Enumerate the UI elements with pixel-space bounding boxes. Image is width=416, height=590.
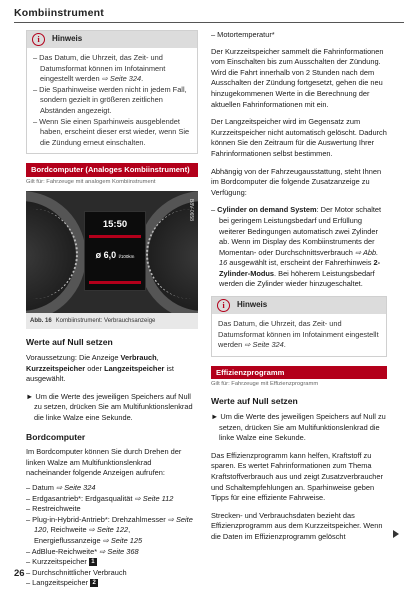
list-item-text: – Plug-in-Hybrid-Antrieb*: Drehzahlmesser [26,514,168,524]
paragraph-bordcomputer-intro: Im Bordcomputer können Sie durch Drehen der linken Walze am Multifunktionslenkrad nacheinander folgende Anzeigen aufrufen: [26,447,182,478]
hinweis-box [211,296,387,357]
heading-werte-auf-null: Werte auf Null setzen [26,337,113,348]
list-item-text: – Erdgasantrieb*: Erdgasqualität [26,493,135,503]
paragraph-kurzzeitspeicher: Der Kurzzeitspeicher sammelt die Fahrinformationen vom Einschalten bis zum Ausschalten der Zündung. Wird die Fahrt innerhalb von 2 Stunden nach dem Ausschalten der Zündung fortgesetzt, gehen die neu hinzugekommenen Werte in die Berechnung der aktuellen Fahrinformationen mit ein. [211,46,384,109]
hinweis-header [27,31,197,48]
text: . Bei höherem Leistungsbedarf werden die Zylinder wieder hinzugeschaltet. [219,268,375,289]
text: oder [85,363,105,373]
list-item-text: , Reichweite [46,525,89,535]
figure-code: B8V-0658 [188,198,194,221]
continue-arrow-icon [393,530,399,538]
list-item-text: , Energieflussanzeige [34,525,131,545]
list-item [26,557,198,568]
page-header [0,0,416,30]
reference-number-badge: 2 [90,579,98,587]
page-reference-link[interactable]: ⇨ Seite 324 [56,482,96,492]
text-bold: Kurzzeitspeicher [26,363,86,373]
paragraph-langzeitspeicher: Der Langzeitspeicher wird im Gegensatz zum Kurzzeitspeicher nicht automatisch gelöscht. Dadurch können Sie den Zeitraum für die Auswertung Ihrer Fahrinformationen selbst bestimmen. [211,117,387,158]
page-reference-link[interactable]: ⇨ Seite 368 [99,546,139,556]
text: ausgewählt ist, erscheint der Fahrerhinweis [227,258,374,268]
applicability-note: Gilt für: Fahrzeuge mit analogem Kombiinstrument [26,178,156,185]
hinweis-item-text: – Das Datum, die Uhrzeit, das Zeit- und Datumsformat können im Infotainment eingestellt werden [33,53,166,84]
paragraph-effizienz-daten: Strecken- und Verbrauchsdaten bezieht das Effizienzprogramm aus dem Kurzzeitspeicher. Wenn die Daten im Effizienzprogramm gelöscht [211,510,383,541]
instruction-step: ► Um die Werte des jeweiligen Speichers auf Null zu setzen, drücken Sie am Multifunktionslenkrad die linke Walze eine Sekunde. [26,391,193,422]
text: , [156,353,159,363]
display-separator [89,281,141,284]
text-bold: Langzeitspeicher [104,363,165,373]
list-item-motortemperatur: – Motortemperatur* [211,30,275,39]
text: ist ausgewählt. [26,363,174,384]
display-time: 15:50 [102,218,128,230]
list-item-text: – Langzeitspeicher [26,578,91,588]
consumption-value: ø 6,0 [95,249,117,260]
hinweis-item [33,53,191,85]
hinweis-item: – Wenn Sie einen Sparhinweis ausgeblendet haben, erscheint dieser erst wieder, wenn Sie die Zündung erneut einschalten. [33,116,190,147]
hinweis-item-end: . [141,74,144,84]
paragraph-zusatzanzeige: Abhängig von der Fahrzeugausstattung, steht Ihnen im Bordcomputer die folgende Zusatzanzeige zu Verfügung: [211,166,382,197]
hinweis-body [212,314,386,356]
caption-label: Abb. 16 [30,317,52,324]
instrument-cluster-figure [26,191,198,313]
hinweis-title: Hinweis [237,300,268,310]
paragraph-voraussetzung [26,353,198,385]
display-list [26,483,198,589]
caption-text: Kombiinstrument: Verbrauchsanzeige [55,317,156,324]
list-item [26,578,198,589]
section-title-bordcomputer: Bordcomputer (Analoges Kombiinstrument) [26,163,198,177]
header-rule [14,22,404,23]
info-icon: i [217,299,230,312]
heading-bordcomputer: Bordcomputer [26,431,86,442]
hinweis-header [212,297,386,314]
page-reference-link[interactable]: ⇨ Seite 324 [244,340,284,350]
heading-werte-auf-null: Werte auf Null setzen [211,396,298,407]
reference-number-badge: 1 [89,558,97,566]
display-consumption [85,250,145,263]
left-column [26,30,198,589]
list-item [26,547,198,558]
info-icon: i [32,33,45,46]
paragraph-effizienz-intro: Das Effizienzprogramm kann helfen, Kraftstoff zu sparen. Es wertet Fahrinformationen zum Thema Kraftstoffverbrauch aus und zeigt Zusatzverbraucher und Schaltempfehlungen an. Sparhinweise geben Tipps für eine effiziente Fahrweise. [211,450,383,503]
list-item: – Durchschnittlicher Verbrauch [26,567,127,577]
page-title: Kombiinstrument [14,7,104,19]
applicability-note: Gilt für: Fahrzeuge mit Effizienzprogramm [211,381,319,388]
figure-reference-link[interactable]: ⇨ Abb. 16 [219,247,379,268]
page-reference-link[interactable]: ⇨ Seite 125 [102,535,143,545]
page-reference-link[interactable]: ⇨ Seite 324 [101,74,142,84]
list-item-text: – Kurzzeitspeicher [26,557,89,567]
center-display [84,211,146,291]
text-bold: Verbrauch [120,353,157,363]
figure-caption [26,313,198,330]
text: Voraussetzung: Die Anzeige [26,353,121,363]
hinweis-box [26,30,198,154]
list-item-text: – Datum [26,482,56,492]
hinweis-item: – Die Sparhinweise werden nicht in jedem Fall, sondern gezielt in größeren zeitlichen Abständen angezeigt. [33,84,187,115]
page-reference-link[interactable]: ⇨ Seite 112 [134,493,174,503]
text: : Der Motor schaltet bei geringem Leistungsbedarf und Erfüllung weiterer Bedingungen automatisch zwei Zylinder ab. Wenn im Display des Kombiinstruments der Momentan- oder Durchschnittsverbrauch [219,205,382,257]
list-item-text: – AdBlue-Reichweite* [26,546,100,556]
list-item [26,515,198,547]
section-title-effizienzprogramm: Effizienzprogramm [211,366,387,380]
text-bold: 2-Zylinder-Modus [219,258,381,278]
hinweis-text [218,319,380,351]
display-separator [89,235,141,238]
consumption-unit: l/100km [118,253,135,259]
list-item [26,483,198,494]
list-item-cylinder-on-demand [211,205,387,290]
instruction-step: ► Um die Werte des jeweiligen Speichers auf Null zu setzen, drücken Sie am Multifunktionslenkrad die linke Walze eine Sekunde. [211,411,386,443]
page-number: 26 [14,568,25,579]
text-bold: Cylinder on demand System [217,205,317,215]
hinweis-body [27,48,197,153]
text: – [211,205,218,215]
list-item [26,494,198,505]
page-reference-link[interactable]: ⇨ Seite 122 [88,525,129,535]
hinweis-title: Hinweis [52,34,83,43]
list-item: – Restreichweite [26,504,81,514]
hinweis-item-text: Das Datum, die Uhrzeit, das Zeit- und Datumsformat können im Infotainment eingestellt werden [218,319,379,350]
page-reference-link[interactable]: ⇨ Seite 120 [34,514,193,535]
hinweis-item-end: . [283,340,286,350]
right-column [211,30,387,549]
